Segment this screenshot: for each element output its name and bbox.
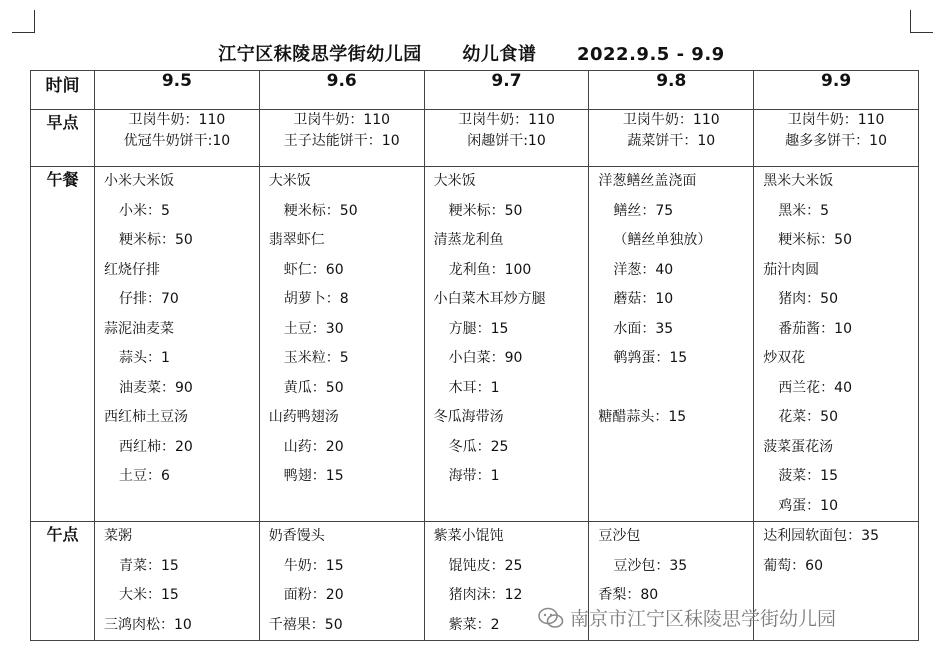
menu-line: 卫岗牛奶：110: [622, 112, 720, 128]
ingredient-line: 粳米标：50: [448, 202, 523, 219]
ingredient-line: 龙利鱼：100: [448, 261, 532, 278]
ingredient-line: 小米：5: [119, 202, 170, 219]
lunch-label: 午餐: [31, 167, 95, 522]
breakfast-cell: [259, 110, 424, 167]
crop-mark-top-right: [910, 10, 933, 33]
dish-name: 奶香馒头: [268, 528, 325, 544]
dish-name: 三鸿肉松：10: [104, 616, 192, 633]
menu-line: 蔬菜饼干：10: [627, 133, 716, 149]
ingredient-line: （鳝丝单独放）: [613, 232, 712, 248]
menu-line: 卫岗牛奶：110: [293, 112, 391, 128]
ingredient-line: 玉米粒：5: [283, 350, 349, 366]
ingredient-line: 牛奶：15: [283, 557, 344, 574]
dish-name: 西红柿土豆汤: [104, 409, 188, 425]
ingredient-line: 油麦菜：90: [119, 379, 193, 396]
ingredient-line: 蘑菇：10: [613, 291, 674, 307]
header-day-1: 9.5: [95, 71, 260, 110]
dish-name: 翡翠虾仁: [268, 232, 325, 248]
snack-cell: [259, 522, 424, 641]
watermark: [538, 604, 836, 631]
spacer: [589, 374, 753, 404]
ingredient-line: 海带：1: [448, 468, 500, 484]
ingredient-line: 仔排：70: [119, 291, 179, 307]
menu-table: [30, 70, 919, 641]
wechat-icon: [538, 607, 564, 629]
lunch-cell: [259, 167, 424, 522]
header-row: [31, 71, 919, 110]
menu-line: 卫岗牛奶：110: [128, 112, 226, 128]
ingredient-line: 鸭翅：15: [283, 468, 344, 484]
menu-line: 卫岗牛奶：110: [787, 112, 885, 128]
ingredient-line: 花菜：50: [778, 409, 839, 425]
crop-mark-top-left: [12, 10, 35, 33]
ingredient-line: 紫菜：2: [448, 616, 500, 633]
dish-name: 大米饭: [433, 173, 476, 189]
dish-name: 紫菜小馄饨: [433, 528, 504, 544]
dish-name: 茄汁肉圆: [763, 261, 820, 278]
ingredient-line: 猪肉：50: [778, 291, 839, 307]
breakfast-cell: [754, 110, 919, 167]
page-title: 江宁区秣陵思学街幼儿园 幼儿食谱 2022.9.5 - 9.9: [218, 44, 725, 65]
dish-name: 大米饭: [268, 173, 311, 189]
lunch-cell: [424, 167, 589, 522]
snack-cell: [95, 522, 260, 641]
header-day-4: 9.8: [589, 71, 754, 110]
menu-line: 优冠牛奶饼干:10: [123, 133, 231, 149]
ingredient-line: 土豆：30: [283, 320, 344, 337]
breakfast-cell: [424, 110, 589, 167]
ingredient-line: 方腿：15: [448, 320, 509, 337]
ingredient-line: 西红柿：20: [119, 438, 193, 455]
header-day-5: 9.9: [754, 71, 919, 110]
ingredient-line: 粳米标：50: [778, 232, 853, 248]
ingredient-line: 豆沙包：35: [613, 557, 688, 574]
header-time: 时间: [31, 71, 95, 110]
ingredient-line: 菠菜：15: [778, 468, 839, 484]
ingredient-line: 黄瓜：50: [283, 379, 344, 396]
dish-name: 炒双花: [763, 350, 806, 366]
breakfast-cell: [589, 110, 754, 167]
menu-line: 王子达能饼干：10: [283, 133, 400, 149]
breakfast-label: 早点: [31, 110, 95, 167]
breakfast-row: [31, 110, 919, 167]
ingredient-line: 青菜：15: [119, 557, 179, 574]
ingredient-line: 面粉：20: [283, 587, 344, 603]
dish-name: 葡萄：60: [763, 557, 824, 574]
dish-name: 香梨：80: [598, 587, 659, 603]
ingredient-line: 西兰花：40: [778, 379, 853, 396]
dish-name: 清蒸龙利鱼: [433, 232, 504, 248]
ingredient-line: 山药：20: [283, 438, 344, 455]
ingredient-line: 虾仁：60: [283, 261, 344, 278]
dish-name: 洋葱鳝丝盖浇面: [598, 173, 697, 189]
ingredient-line: 鹌鹑蛋：15: [613, 350, 688, 366]
lunch-row: [31, 167, 919, 522]
header-day-2: 9.6: [259, 71, 424, 110]
ingredient-line: 土豆：6: [119, 468, 170, 484]
ingredient-line: 小白菜：90: [448, 350, 523, 366]
ingredient-line: 黑米：5: [778, 202, 830, 219]
ingredient-line: 胡萝卜：8: [283, 291, 349, 307]
dish-name: 蒜泥油麦菜: [104, 320, 174, 337]
dish-name: 红烧仔排: [104, 261, 160, 278]
dish-name: 达利园软面包：35: [763, 528, 880, 544]
lunch-cell: [589, 167, 754, 522]
lunch-cell: [754, 167, 919, 522]
snack-label: 午点: [31, 522, 95, 641]
ingredient-line: 水面：35: [613, 320, 674, 337]
ingredient-line: 番茄酱：10: [778, 320, 853, 337]
ingredient-line: 大米：15: [119, 587, 179, 603]
ingredient-line: 鳝丝：75: [613, 202, 674, 219]
ingredient-line: 洋葱：40: [613, 261, 674, 278]
dish-name: 糖醋蒜头：15: [598, 409, 687, 425]
header-day-3: 9.7: [424, 71, 589, 110]
dish-name: 豆沙包: [598, 528, 641, 544]
watermark-text: 南京市江宁区秣陵思学街幼儿园: [570, 608, 837, 630]
ingredient-line: 冬瓜：25: [448, 438, 509, 455]
dish-name: 小米大米饭: [104, 173, 174, 189]
breakfast-cell: [95, 110, 260, 167]
dish-name: 黑米大米饭: [763, 173, 834, 189]
dish-name: 山药鸭翅汤: [268, 409, 339, 425]
dish-name: 菜粥: [104, 528, 132, 544]
menu-line: 趣多多饼干：10: [785, 133, 887, 149]
ingredient-line: 猪肉沫：12: [448, 587, 523, 603]
dish-name: 菠菜蛋花汤: [763, 438, 834, 455]
ingredient-line: 粳米标：50: [283, 202, 358, 219]
menu-line: 闲趣饼干:10: [467, 133, 546, 149]
ingredient-line: 蒜头：1: [119, 350, 170, 366]
dish-name: 冬瓜海带汤: [433, 409, 504, 425]
menu-line: 卫岗牛奶：110: [458, 112, 555, 128]
dish-name: 小白菜木耳炒方腿: [433, 291, 546, 307]
ingredient-line: 馄饨皮：25: [448, 557, 523, 574]
ingredient-line: 木耳：1: [448, 379, 500, 396]
lunch-cell: [95, 167, 260, 522]
ingredient-line: 粳米标：50: [119, 232, 193, 248]
dish-name: 千禧果：50: [268, 616, 343, 633]
ingredient-line: 鸡蛋：10: [778, 497, 839, 514]
